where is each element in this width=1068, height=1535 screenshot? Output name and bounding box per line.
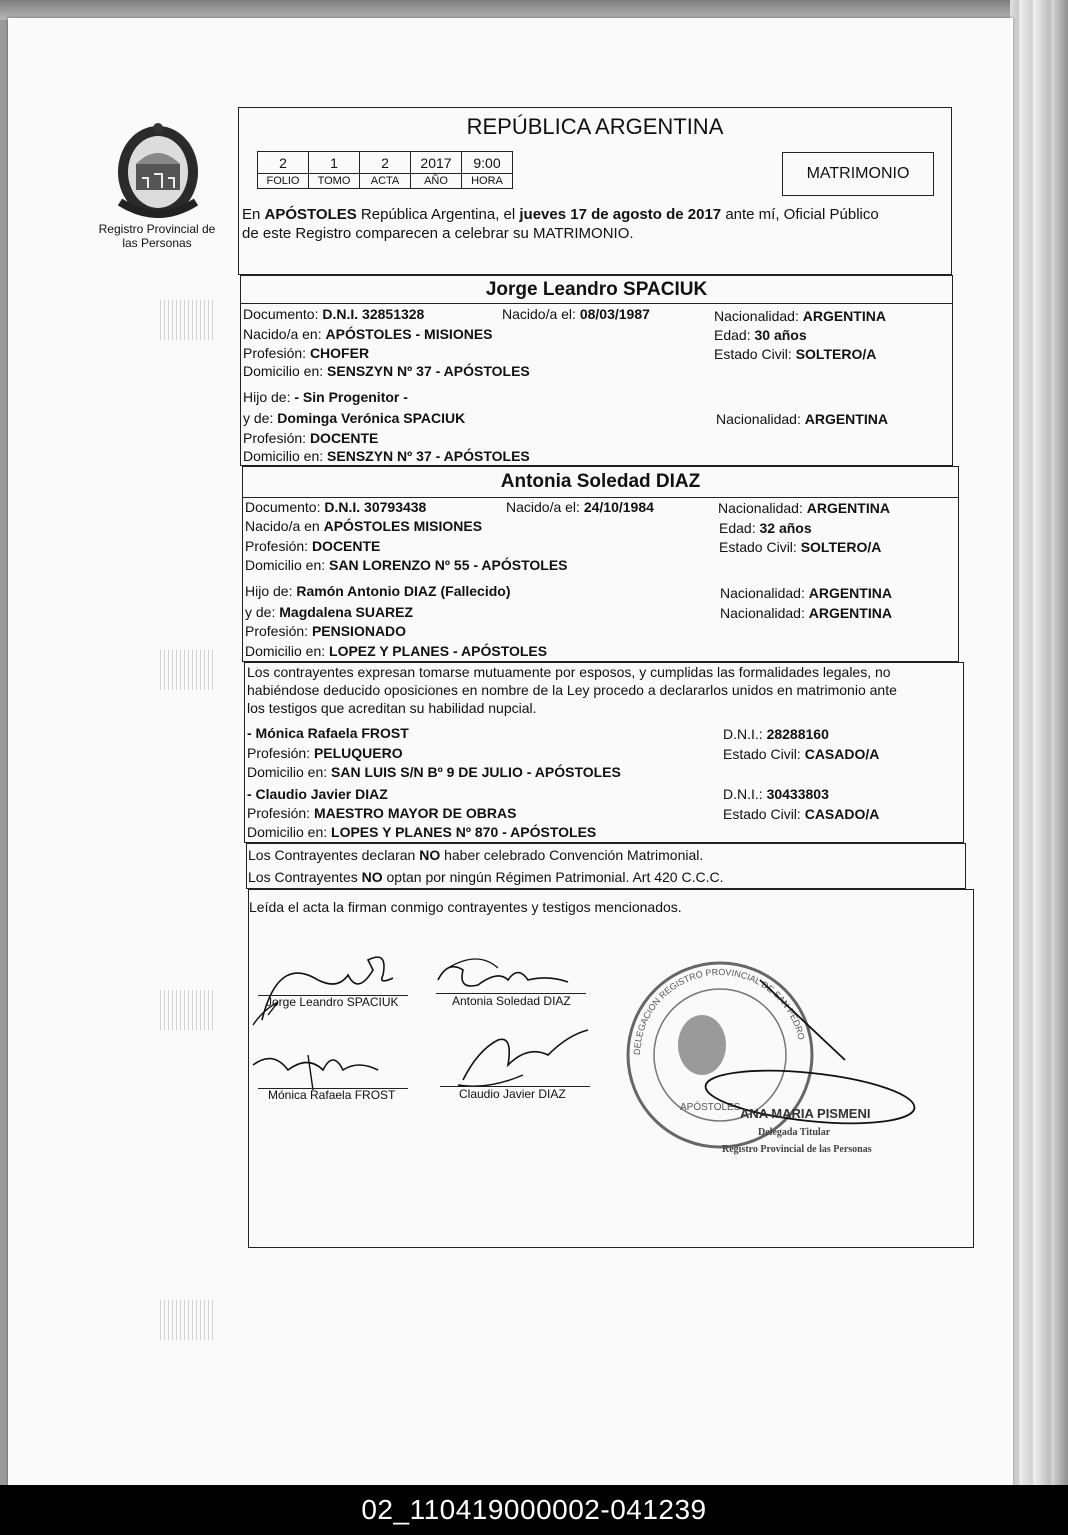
- province-seal-icon: [108, 118, 208, 226]
- groom-age: Edad: 30 años: [714, 327, 807, 343]
- groom-signature-name: Jorge Leandro SPACIUK: [266, 995, 399, 1009]
- scan-artifact: [160, 300, 215, 340]
- act-cells-table: [257, 151, 513, 189]
- groom-address: Domicilio en: SENSZYN Nº 37 - APÓSTOLES: [243, 363, 530, 379]
- witness1-dni: D.N.I.: 28288160: [723, 726, 829, 742]
- witness2-signature-name: Claudio Javier DIAZ: [459, 1087, 566, 1101]
- scan-top-edge: [0, 0, 1068, 20]
- groom-parent-profession: Profesión: DOCENTE: [243, 430, 379, 446]
- tomo-label: TOMO: [309, 174, 360, 189]
- witness2-profession: Profesión: MAESTRO MAYOR DE OBRAS: [247, 805, 517, 821]
- convention-line-1: Los Contrayentes declaran NO haber celebrado Convención Matrimonial.: [248, 847, 704, 863]
- groom-birthplace: Nacido/a en: APÓSTOLES - MISIONES: [243, 326, 493, 342]
- scan-artifact: [160, 650, 215, 690]
- stamp-ring-text: DELEGACION REGISTRO PROVINCIAL DE SAN PEDRO: [631, 966, 807, 1056]
- bride-address: Domicilio en: SAN LORENZO Nº 55 - APÓSTOLES: [245, 557, 568, 573]
- bride-father-nationality: Nacionalidad: ARGENTINA: [720, 585, 892, 601]
- declaration-line-1: Los contrayentes expresan tomarse mutuamente por esposos, y cumplidas las formalidades legales, no: [247, 664, 891, 680]
- groom-parent-address: Domicilio en: SENSZYN Nº 37 - APÓSTOLES: [243, 448, 530, 464]
- country-title: REPÚBLICA ARGENTINA: [466, 114, 724, 139]
- witness1-civil-status: Estado Civil: CASADO/A: [723, 746, 880, 762]
- groom-profession: Profesión: CHOFER: [243, 345, 370, 361]
- bride-father: Hijo de: Ramón Antonio DIAZ (Fallecido): [245, 583, 511, 599]
- groom-mother: y de: Dominga Verónica SPACIUK: [243, 410, 466, 426]
- bride-age: Edad: 32 años: [719, 520, 812, 536]
- groom-birthdate: Nacido/a el: 08/03/1987: [502, 306, 650, 322]
- witness1-name: - Mónica Rafaela FROST: [247, 725, 409, 741]
- intro-line-2: de este Registro comparecen a celebrar su MATRIMONIO.: [242, 225, 634, 242]
- registry-label: Registro Provincial de las Personas: [98, 222, 216, 250]
- folio-label: FOLIO: [258, 174, 309, 189]
- witness2-dni: D.N.I.: 30433803: [723, 786, 829, 802]
- year-value: 2017: [411, 152, 462, 174]
- groom-mother-nationality: Nacionalidad: ARGENTINA: [716, 411, 888, 427]
- witness2-civil-status: Estado Civil: CASADO/A: [723, 806, 880, 822]
- bride-civil-status: Estado Civil: SOLTERO/A: [719, 539, 882, 555]
- bride-document: Documento: D.N.I. 30793438: [245, 499, 427, 515]
- bride-mother-nationality: Nacionalidad: ARGENTINA: [720, 605, 892, 621]
- tomo-value: 1: [309, 152, 360, 174]
- scan-artifact: [160, 990, 215, 1030]
- witness2-address: Domicilio en: LOPES Y PLANES Nº 870 - APÓSTOLES: [247, 824, 597, 840]
- folio-value: 2: [258, 152, 309, 174]
- official-stamp-icon: [620, 960, 930, 1160]
- bride-signature-name: Antonia Soledad DIAZ: [452, 994, 571, 1008]
- convention-line-2: Los Contrayentes NO optan por ningún Régimen Patrimonial. Art 420 C.C.C.: [248, 869, 724, 885]
- bride-parent-profession: Profesión: PENSIONADO: [245, 623, 407, 639]
- groom-name: Jorge Leandro SPACIUK: [485, 279, 708, 300]
- acta-value: 2: [360, 152, 411, 174]
- groom-father: Hijo de: - Sin Progenitor -: [243, 389, 408, 405]
- bride-profession: Profesión: DOCENTE: [245, 538, 381, 554]
- stamp-officer: ANA MARIA PISMENI: [740, 1106, 871, 1121]
- witness1-profession: Profesión: PELUQUERO: [247, 745, 403, 761]
- year-label: AÑO: [411, 174, 462, 189]
- hour-value: 9:00: [462, 152, 513, 174]
- intro-line-1: En APÓSTOLES República Argentina, el jueves 17 de agosto de 2017 ante mí, Oficial Público: [242, 206, 879, 223]
- document-code: 02_110419000002-041239: [0, 1485, 1068, 1535]
- act-type-box: MATRIMONIO: [782, 152, 934, 196]
- groom-nationality: Nacionalidad: ARGENTINA: [714, 308, 886, 324]
- declaration-line-3: los testigos que acreditan su habilidad nupcial.: [247, 700, 537, 716]
- witness1-signature-name: Mónica Rafaela FROST: [268, 1088, 396, 1102]
- scan-artifact: [160, 1300, 215, 1340]
- declaration-line-2: habiéndose deducido oposiciones en nombre de la Ley procedo a declararlos unidos en matrimonio ante: [247, 682, 897, 698]
- bride-nationality: Nacionalidad: ARGENTINA: [718, 500, 890, 516]
- stamp-city: APÓSTOLES: [680, 1102, 741, 1113]
- witness2-name: - Claudio Javier DIAZ: [247, 786, 388, 802]
- bride-parent-address: Domicilio en: LOPEZ Y PLANES - APÓSTOLES: [245, 643, 548, 659]
- witness1-address: Domicilio en: SAN LUIS S/N Bº 9 DE JULIO - APÓSTOLES: [247, 764, 621, 780]
- hour-label: HORA: [462, 174, 513, 189]
- bride-birthplace: Nacido/a en APÓSTOLES MISIONES: [245, 518, 483, 534]
- bride-mother: y de: Magdalena SUAREZ: [245, 604, 414, 620]
- stamp-role: Delegada Titular: [758, 1127, 831, 1138]
- acta-label: ACTA: [360, 174, 411, 189]
- bride-birthdate: Nacido/a el: 24/10/1984: [506, 499, 654, 515]
- closing-text: Leída el acta la firman conmigo contrayentes y testigos mencionados.: [249, 899, 682, 915]
- stamp-org: Registro Provincial de las Personas: [722, 1144, 872, 1155]
- divider: [240, 303, 953, 304]
- bride-name: Antonia Soledad DIAZ: [500, 471, 701, 492]
- groom-civil-status: Estado Civil: SOLTERO/A: [714, 346, 877, 362]
- groom-document: Documento: D.N.I. 32851328: [243, 306, 425, 322]
- page-stack-edge: [1010, 0, 1068, 1485]
